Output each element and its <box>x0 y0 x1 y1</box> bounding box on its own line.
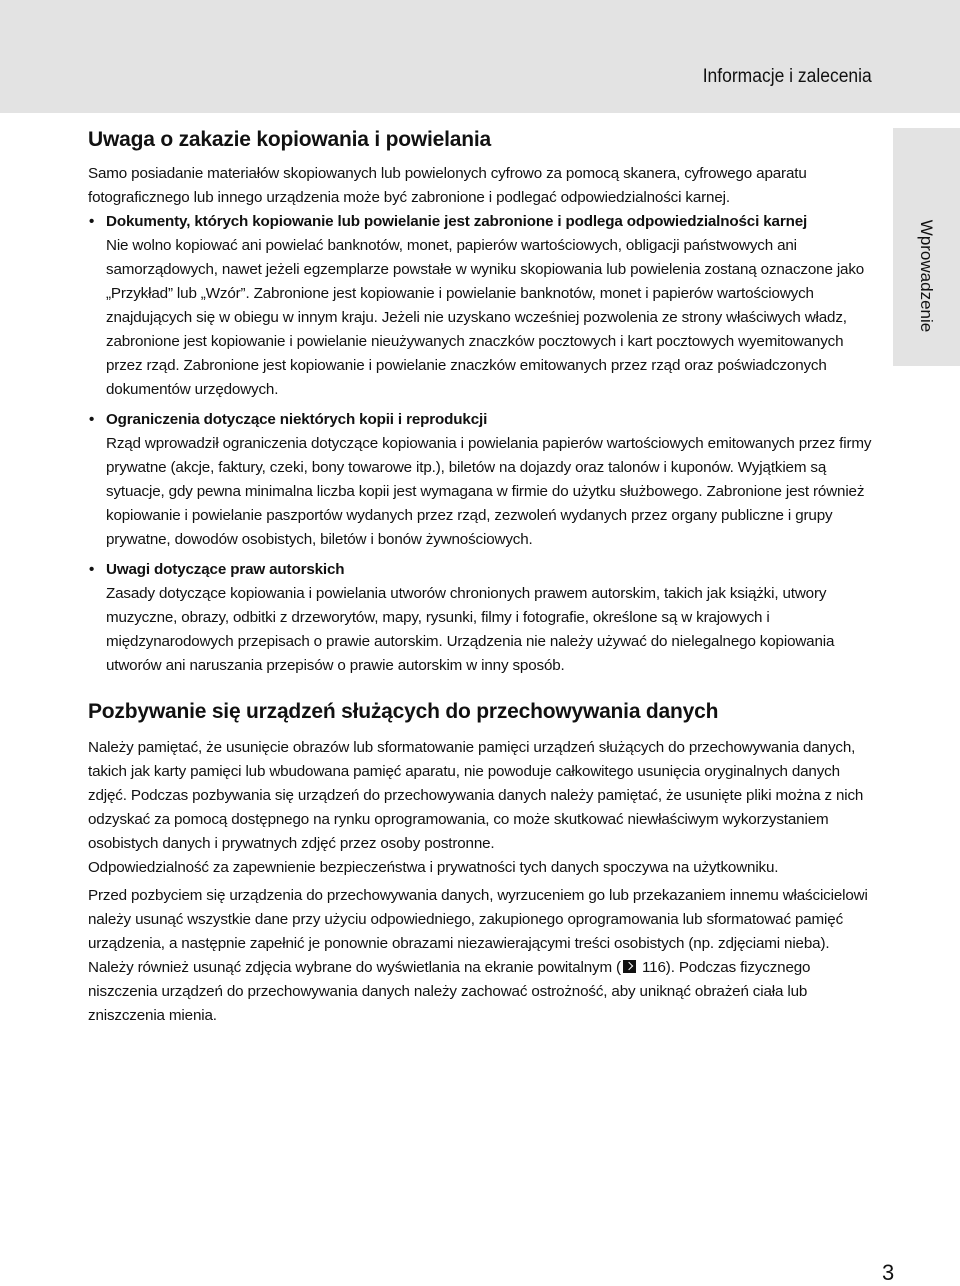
bullet-item <box>88 558 878 678</box>
bullet-heading: Ograniczenia dotyczące niektórych kopii i reprodukcji <box>106 411 488 428</box>
disposal-paragraph-3 <box>88 884 878 1028</box>
bullet-body: Rząd wprowadził ograniczenia dotyczące kopiowania i powielania papierów wartościowych emitowanych przez firmy prywatne (akcje, faktury, czeki, bony towarowe itp.), biletów na dojazdy oraz talonów i kuponów. Wyjątkiem są sytuacje, gdy pewna minimalna liczba kopii jest wymagana w firmie do użytku służbowego. Zabronione jest również kopiowanie i powielanie paszportów wydanych przez rząd, zezwoleń wydanych przez organy publiczne i grupy prywatne, dowodów osobistych, biletów i bonów żywnościowych. <box>106 435 872 548</box>
disposal-paragraph-1: Należy pamiętać, że usunięcie obrazów lub sformatowanie pamięci urządzeń służących do przechowywania danych, takich jak karty pamięci lub wbudowana pamięć aparatu, nie powoduje całkowitego usunięcia oryginalnych danych zdjęć. Podczas pozbywania się urządzeń do przechowywania danych należy pamiętać, że usunięte pliki można z nich odzyskać za pomocą dostępnego na rynku oprogramowania, co może skutkować niewłaściwym wykorzystaniem osobistych danych i prywatnych zdjęć przez osoby postronne. <box>88 739 864 852</box>
bullet-icon: • <box>89 561 95 578</box>
page-reference-number[interactable]: 116 <box>642 959 666 976</box>
side-tab-label: Wprowadzenie <box>917 219 936 333</box>
section-title-copying: Uwaga o zakazie kopiowania i powielania <box>88 128 491 151</box>
disposal-paragraph-3-end: ). Podczas fizycznego niszczenia urządzeń do przechowywania danych należy zachować ostrożność, aby uniknąć obrażeń ciała lub zniszczenia mienia. <box>88 959 811 1024</box>
page-reference-icon <box>623 960 636 973</box>
section-title-disposal: Pozbywanie się urządzeń służących do przechowywania danych <box>88 700 719 723</box>
page-number: 3 <box>882 1260 895 1285</box>
bullet-item <box>88 210 878 402</box>
bullet-heading: Uwagi dotyczące praw autorskich <box>106 561 345 578</box>
section-intro: Samo posiadanie materiałów skopiowanych lub powielonych cyfrowo za pomocą skanera, cyfrowego aparatu fotograficznego lub innego urządzenia może być zabronione i podlegać odpowiedzialności karnej. <box>88 165 807 206</box>
bullet-item <box>88 408 878 552</box>
page-content <box>88 126 878 1028</box>
bullet-body: Zasady dotyczące kopiowania i powielania utworów chronionych prawem autorskim, takich jak książki, utwory muzyczne, obrazy, odbitki z drzeworytów, mapy, rysunki, filmy i fotografie, określone są w krajowych i międzynarodowych przepisach o prawie autorskim. Urządzenia nie należy używać do nielegalnego kopiowania utworów ani naruszania przepisów o prawie autorskim w inny sposób. <box>106 585 835 674</box>
header-title: Informacje i zalecenia <box>702 66 872 87</box>
page-header <box>0 0 960 113</box>
bullet-icon: • <box>89 411 95 428</box>
disposal-paragraph-3-start: Przed pozbyciem się urządzenia do przechowywania danych, wyrzuceniem go lub przekazaniem innemu właścicielowi należy usunąć wszystkie dane przy użyciu odpowiedniego, zakupionego oprogramowania lub sformatować pamięć urządzenia, a następnie zapełnić je ponownie obrazami niezawierającymi treści osobistych (np. zdjęciami nieba). Należy również usunąć zdjęcia wybrane do wyświetlania na ekranie powitalnym ( <box>88 887 868 976</box>
bullet-icon: • <box>89 213 95 230</box>
disposal-paragraph-2: Odpowiedzialność za zapewnienie bezpieczeństwa i prywatności tych danych spoczywa na użytkowniku. <box>88 859 779 876</box>
bullet-heading: Dokumenty, których kopiowanie lub powielanie jest zabronione i podlega odpowiedzialności karnej <box>106 213 808 230</box>
bullet-body: Nie wolno kopiować ani powielać banknotów, monet, papierów wartościowych, obligacji państwowych ani samorządowych, nawet jeżeli egzemplarze powstałe w wyniku skopiowania lub powielenia zostaną oznaczone jako „Przykład” lub „Wzór”. Zabronione jest kopiowanie i powielanie banknotów, monet i papierów wartościowych znajdujących się w obiegu w innym kraju. Jeżeli nie uzyskano wcześniej pozwolenia ze strony właściwych władz, zabronione jest kopiowanie i powielanie nieużywanych znaczków pocztowych i kart pocztowych wyemitowanych przez rząd. Zabronione jest kopiowanie i powielanie znaczków emitowanych przez rząd oraz poświadczonych dokumentów urzędowych. <box>106 237 865 398</box>
